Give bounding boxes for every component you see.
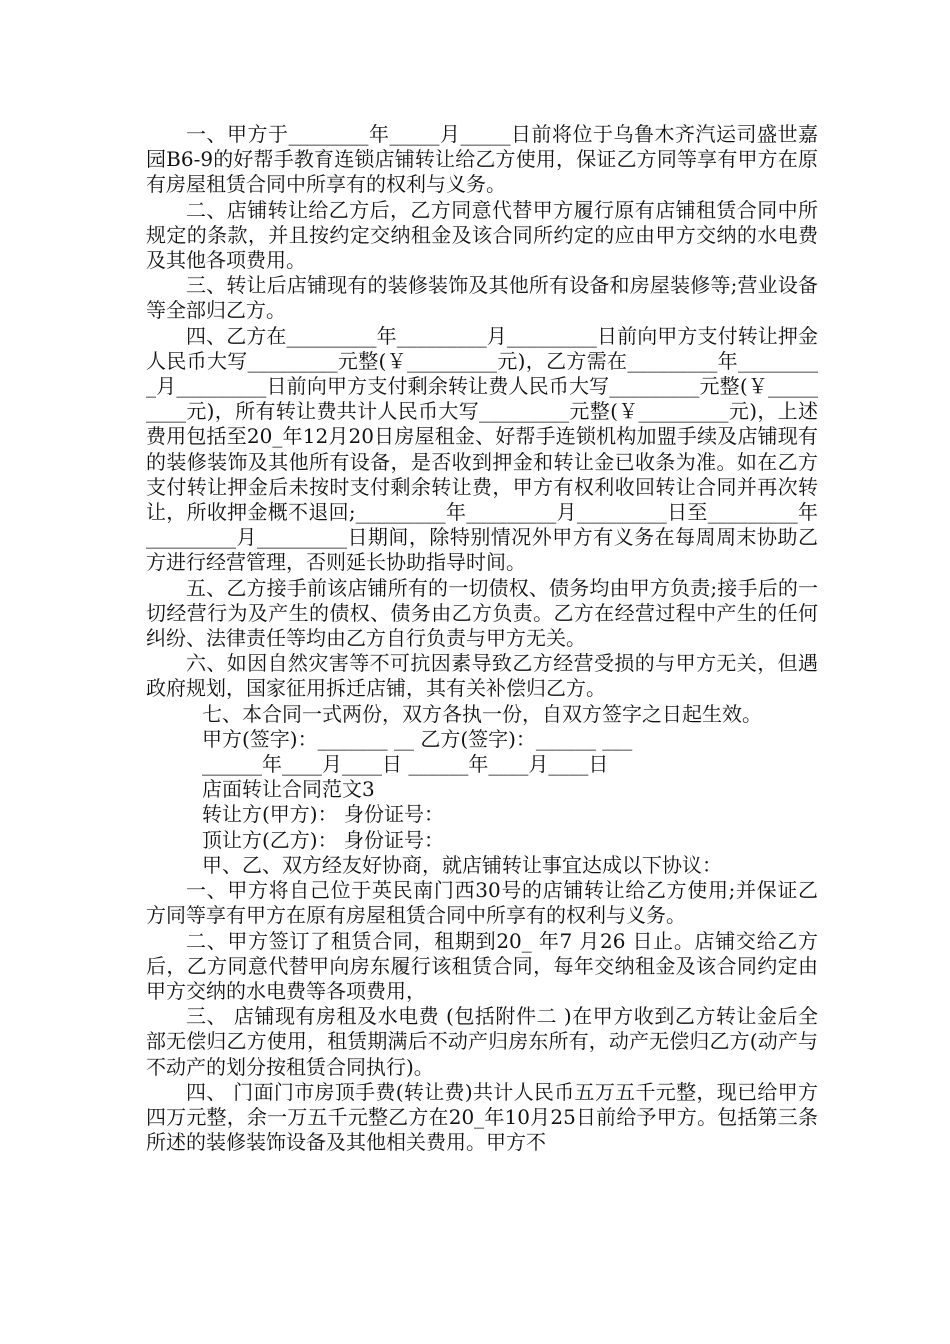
transferor-line: 转让方(甲方)： 身份证号： bbox=[202, 802, 444, 827]
section-title: 店面转让合同范文3 bbox=[202, 777, 375, 802]
clause-3: 三、转让后店铺现有的装修装饰及其他所有设备和房屋装修等;营业设备等全部归乙方。 bbox=[146, 273, 818, 323]
date-line: ______年____月____日 ______年____月____日 bbox=[202, 752, 609, 777]
new-clause-2: 二、甲方签订了租赁合同，租期到20_ 年7 月26 日止。店铺交给乙方后，乙方同意代替甲向房东履行该租赁合同，每年交纳租金及该合同约定由甲方交纳的水电费等各项费用， bbox=[146, 928, 818, 1003]
clause-4: 四、乙方在_________年_________月_________日前向甲方支付转让押金人民币大写_________元整(￥_________元)，乙方需在_________年_________月_________日前向甲方支付剩余转让费人民币大写_________元整(￥_________元)，所有转让费共计人民币大写_________元整(￥_________元)，上述费用包括至20_年12月20日房屋租金、好帮手连锁机构加盟手续及店铺现有的装修装饰及其他所有设备，是否收到押金和转让金已收条为准。如在乙方支付转让押金后未按时支付剩余转让费，甲方有权利收回转让合同并再次转让，所收押金概不退回;_________年_________月_________日至_________年_________月_________日期间，除特别情况外甲方有义务在每周周末协助乙方进行经营管理，否则延长协助指导时间。 bbox=[146, 323, 818, 575]
signature-line: 甲方(签字)：_______ __ 乙方(签字)：______ ___ bbox=[202, 726, 633, 751]
new-clause-3: 三、 店铺现有房租及水电费 (包括附件二 )在甲方收到乙方转让金后全部无偿归乙方使用，租赁期满后不动产归房东所有，动产无偿归乙方(动产与不动产的划分按租赁合同执行)。 bbox=[146, 1004, 818, 1079]
clause-6: 六、如因自然灾害等不可抗因素导致乙方经营受损的与甲方无关，但遇政府规划，国家征用拆迁店铺，其有关补偿归乙方。 bbox=[146, 651, 818, 701]
new-clause-4: 四、 门面门市房顶手费(转让费)共计人民币五万五千元整，现已给甲方四万元整，余一万五千元整乙方在20_年10月25日前给予甲方。包括第三条所述的装修装饰设备及其他相关费用。甲方不 bbox=[146, 1079, 818, 1155]
document-page bbox=[146, 122, 818, 1155]
transferee-line: 顶让方(乙方)： 身份证号： bbox=[202, 827, 444, 852]
clause-2: 二、店铺转让给乙方后，乙方同意代替甲方履行原有店铺租赁合同中所规定的条款，并且按约定交纳租金及该合同所约定的应由甲方交纳的水电费及其他各项费用。 bbox=[146, 197, 818, 273]
clause-5: 五、乙方接手前该店铺所有的一切债权、债务均由甲方负责;接手后的一切经营行为及产生的债权、债务由乙方负责。乙方在经营过程中产生的任何纠纷、法律责任等均由乙方自行负责与甲方无关。 bbox=[146, 575, 818, 651]
clause-7: 七、本合同一式两份，双方各执一份，自双方签字之日起生效。 bbox=[202, 701, 762, 726]
clause-1: 一、甲方于________年_____月_____日前将位于乌鲁木齐汽运司盛世嘉园B6-9的好帮手教育连锁店铺转让给乙方使用，保证乙方同等享有甲方在原有房屋租赁合同中所享有的权利与义务。 bbox=[146, 122, 818, 197]
agreement-intro: 甲、乙、双方经友好协商，就店铺转让事宜达成以下协议： bbox=[202, 852, 722, 877]
new-clause-1: 一、甲方将自己位于英民南门西30号的店铺转让给乙方使用;并保证乙方同等享有甲方在原有房屋租赁合同中所享有的权利与义务。 bbox=[146, 878, 818, 928]
